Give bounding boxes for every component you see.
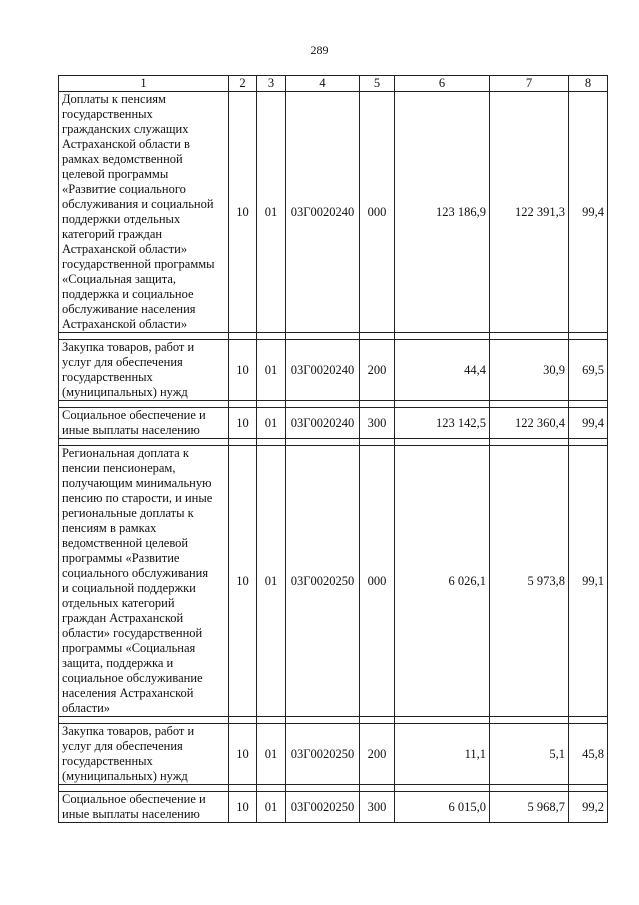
actual-amount-cell: 5 973,8 [490, 446, 569, 717]
description-line: государственной программы [62, 257, 215, 271]
expense-type-cell: 300 [360, 408, 395, 439]
spacer-cell [360, 439, 395, 446]
description-line: Астраханской области» [62, 242, 188, 256]
spacer-cell [59, 439, 229, 446]
description-line: поддержки отдельных [62, 212, 181, 226]
description-line: программы «Социальная [62, 641, 196, 655]
spacer-cell [59, 785, 229, 792]
spacer-cell [59, 717, 229, 724]
expense-type-cell: 200 [360, 340, 395, 401]
actual-amount-cell: 5,1 [490, 724, 569, 785]
table-row [59, 724, 608, 785]
description-line: Региональная доплата к [62, 446, 189, 460]
percent-cell: 99,1 [569, 446, 608, 717]
description-line: отдельных категорий [62, 596, 175, 610]
header-cell: 2 [229, 76, 257, 92]
actual-amount-cell: 122 391,3 [490, 92, 569, 333]
table-row [59, 792, 608, 823]
spacer-cell [257, 717, 286, 724]
spacer-cell [229, 333, 257, 340]
description-line: граждан Астраханской [62, 611, 184, 625]
header-cell: 8 [569, 76, 608, 92]
description-line: ведомственной целевой [62, 536, 189, 550]
header-cell: 3 [257, 76, 286, 92]
expense-type-cell: 000 [360, 446, 395, 717]
description-cell [59, 340, 229, 401]
spacer-cell [59, 401, 229, 408]
spacer-cell [257, 439, 286, 446]
description-cell [59, 408, 229, 439]
row-spacer [59, 717, 608, 724]
description-line: населения Астраханской [62, 686, 194, 700]
row-spacer [59, 401, 608, 408]
spacer-cell [286, 785, 360, 792]
description-line: услуг для обеспечения [62, 739, 183, 753]
subsection-code-cell: 01 [257, 92, 286, 333]
description-line: обслуживания и социальной [62, 197, 214, 211]
description-line: получающим минимальную [62, 476, 212, 490]
description-line: категорий граждан [62, 227, 163, 241]
planned-amount-cell: 6 015,0 [395, 792, 490, 823]
description-line: (муниципальных) нужд [62, 385, 188, 399]
spacer-cell [286, 717, 360, 724]
section-code-cell: 10 [229, 92, 257, 333]
planned-amount-cell: 44,4 [395, 340, 490, 401]
section-code-cell: 10 [229, 792, 257, 823]
description-line: региональные доплаты к [62, 506, 194, 520]
spacer-cell [569, 717, 608, 724]
spacer-cell [490, 439, 569, 446]
spacer-cell [395, 717, 490, 724]
spacer-cell [395, 439, 490, 446]
target-article-cell: 03Г0020250 [286, 792, 360, 823]
description-line: иные выплаты населению [62, 423, 200, 437]
target-article-cell: 03Г0020240 [286, 340, 360, 401]
percent-cell: 45,8 [569, 724, 608, 785]
description-cell [59, 446, 229, 717]
percent-cell: 99,4 [569, 408, 608, 439]
percent-cell: 99,4 [569, 92, 608, 333]
spacer-cell [569, 785, 608, 792]
subsection-code-cell: 01 [257, 340, 286, 401]
description-line: иные выплаты населению [62, 807, 200, 821]
spacer-cell [395, 401, 490, 408]
description-line: Закупка товаров, работ и [62, 724, 195, 738]
description-line: Закупка товаров, работ и [62, 340, 195, 354]
description-line: «Развитие социального [62, 182, 186, 196]
row-spacer [59, 785, 608, 792]
spacer-cell [360, 333, 395, 340]
description-line: государственных [62, 107, 153, 121]
spacer-cell [569, 439, 608, 446]
table-row [59, 340, 608, 401]
spacer-cell [286, 333, 360, 340]
subsection-code-cell: 01 [257, 408, 286, 439]
subsection-code-cell: 01 [257, 446, 286, 717]
page-number: 289 [310, 43, 329, 57]
description-cell [59, 792, 229, 823]
expense-type-cell: 200 [360, 724, 395, 785]
description-line: государственных [62, 754, 153, 768]
spacer-cell [229, 785, 257, 792]
description-line: программы «Развитие [62, 551, 180, 565]
spacer-cell [229, 717, 257, 724]
description-line: пенсию по старости, и иные [62, 491, 213, 505]
subsection-code-cell: 01 [257, 724, 286, 785]
header-cell: 6 [395, 76, 490, 92]
spacer-cell [257, 401, 286, 408]
target-article-cell: 03Г0020250 [286, 446, 360, 717]
section-code-cell: 10 [229, 724, 257, 785]
budget-table [58, 75, 608, 823]
description-line: Доплаты к пенсиям [62, 92, 166, 106]
spacer-cell [229, 439, 257, 446]
percent-cell: 69,5 [569, 340, 608, 401]
spacer-cell [395, 785, 490, 792]
description-line: социальное обслуживание [62, 671, 203, 685]
spacer-cell [229, 401, 257, 408]
spacer-cell [569, 333, 608, 340]
spacer-cell [569, 401, 608, 408]
header-cell: 7 [490, 76, 569, 92]
spacer-cell [490, 401, 569, 408]
planned-amount-cell: 123 142,5 [395, 408, 490, 439]
table-body [59, 92, 608, 823]
description-line: защита, поддержка и [62, 656, 174, 670]
spacer-cell [257, 333, 286, 340]
table-row [59, 446, 608, 717]
description-line: (муниципальных) нужд [62, 769, 188, 783]
description-line: Астраханской области» [62, 317, 188, 331]
table-row [59, 92, 608, 333]
planned-amount-cell: 11,1 [395, 724, 490, 785]
expense-type-cell: 300 [360, 792, 395, 823]
description-line: государственных [62, 370, 153, 384]
spacer-cell [490, 717, 569, 724]
description-cell [59, 724, 229, 785]
description-line: социального обслуживания [62, 566, 209, 580]
description-line: пенсиям в рамках [62, 521, 157, 535]
spacer-cell [490, 785, 569, 792]
description-line: Социальное обеспечение и [62, 408, 206, 422]
table-row [59, 408, 608, 439]
actual-amount-cell: 5 968,7 [490, 792, 569, 823]
header-row [59, 76, 608, 92]
spacer-cell [490, 333, 569, 340]
target-article-cell: 03Г0020250 [286, 724, 360, 785]
spacer-cell [59, 333, 229, 340]
spacer-cell [257, 785, 286, 792]
planned-amount-cell: 6 026,1 [395, 446, 490, 717]
target-article-cell: 03Г0020240 [286, 408, 360, 439]
subsection-code-cell: 01 [257, 792, 286, 823]
description-line: поддержка и социальное [62, 287, 194, 301]
description-line: гражданских служащих [62, 122, 189, 136]
target-article-cell: 03Г0020240 [286, 92, 360, 333]
spacer-cell [360, 401, 395, 408]
description-line: области» государственной [62, 626, 203, 640]
section-code-cell: 10 [229, 446, 257, 717]
spacer-cell [286, 401, 360, 408]
expense-type-cell: 000 [360, 92, 395, 333]
section-code-cell: 10 [229, 408, 257, 439]
header-cell: 1 [59, 76, 229, 92]
description-line: области» [62, 701, 111, 715]
description-line: рамках ведомственной [62, 152, 183, 166]
spacer-cell [360, 717, 395, 724]
header-cell: 4 [286, 76, 360, 92]
description-line: услуг для обеспечения [62, 355, 183, 369]
section-code-cell: 10 [229, 340, 257, 401]
description-line: целевой программы [62, 167, 169, 181]
planned-amount-cell: 123 186,9 [395, 92, 490, 333]
percent-cell: 99,2 [569, 792, 608, 823]
description-line: Астраханской области в [62, 137, 190, 151]
spacer-cell [286, 439, 360, 446]
row-spacer [59, 333, 608, 340]
actual-amount-cell: 30,9 [490, 340, 569, 401]
description-line: и социальной поддержки [62, 581, 196, 595]
description-line: «Социальная защита, [62, 272, 177, 286]
description-line: пенсии пенсионерам, [62, 461, 176, 475]
row-spacer [59, 439, 608, 446]
description-cell [59, 92, 229, 333]
description-line: Социальное обеспечение и [62, 792, 206, 806]
description-line: обслуживание населения [62, 302, 196, 316]
spacer-cell [395, 333, 490, 340]
header-cell: 5 [360, 76, 395, 92]
actual-amount-cell: 122 360,4 [490, 408, 569, 439]
spacer-cell [360, 785, 395, 792]
